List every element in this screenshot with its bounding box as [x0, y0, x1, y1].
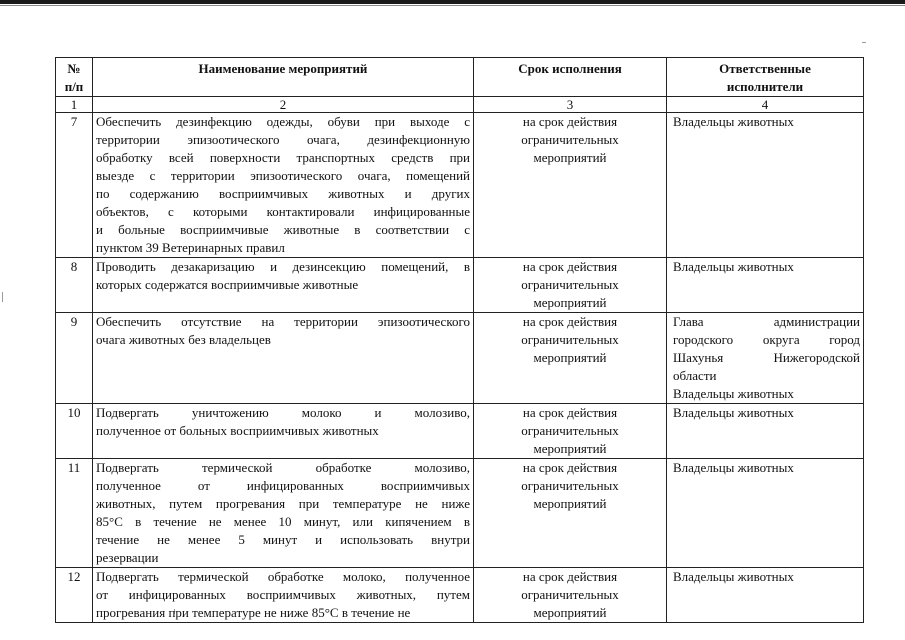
measure-description-line: по содержанию восприимчивых животных и других [96, 186, 470, 201]
row-number: 12 [56, 568, 93, 623]
execution-term [474, 404, 667, 459]
table-row [56, 313, 864, 404]
responsible-executors-line: Глава администрации [673, 314, 860, 329]
responsible-executors-line: Владельцы животных [673, 405, 794, 420]
measure-description-line: очага животных без владельцев [96, 332, 271, 347]
measure-description-line: прогревания при температуре не ниже 85°С в течение не [96, 605, 411, 620]
execution-term-line: ограничительных [521, 332, 619, 347]
responsible-executors [667, 258, 864, 313]
measure-description-line: полученное от больных восприимчивых животных [96, 423, 379, 438]
measure-description-line: обработку всей поверхности транспортных средств при [96, 150, 470, 165]
measure-description-line: и больные восприимчивые животные в соответствии с [96, 222, 470, 237]
execution-term-line: на срок действия [522, 405, 618, 420]
responsible-executors-line: Владельцы животных [673, 259, 794, 274]
execution-term-line: мероприятий [533, 295, 607, 310]
measure-description-line: Подвергать термической обработке молоко, полученное [96, 569, 470, 584]
measure-description-line: Подвергать уничтожению молоко и молозиво, [96, 405, 470, 420]
table-row [56, 404, 864, 459]
responsible-executors-line: Шахунья Нижегородской [673, 350, 860, 365]
responsible-executors-line: Владельцы животных [673, 386, 794, 401]
execution-term-line: ограничительных [521, 277, 619, 292]
measure-description-line: которых содержатся восприимчивые животные [96, 277, 359, 292]
measure-description-line: резервации [96, 550, 159, 565]
responsible-executors-line: области [673, 368, 717, 383]
measure-description [93, 568, 474, 623]
header-responsible-line-1: Ответственные [719, 61, 811, 76]
header-responsible-line-2: исполнители [726, 79, 804, 94]
execution-term-line: мероприятий [533, 350, 607, 365]
header-number [56, 58, 93, 97]
row-number: 7 [56, 113, 93, 258]
column-index-cell: 3 [474, 97, 667, 113]
row-number: 11 [56, 459, 93, 568]
measure-description-line: Подвергать термической обработке молозиво, [96, 460, 470, 475]
responsible-executors-line: Владельцы животных [673, 569, 794, 584]
execution-term-line: на срок действия [522, 460, 618, 475]
column-index-row [56, 97, 864, 113]
measure-description-line: Проводить дезакаризацию и дезинсекцию помещений, в [96, 259, 470, 274]
scan-top-border [0, 0, 905, 4]
table-row [56, 113, 864, 258]
execution-term-line: мероприятий [533, 496, 607, 511]
table-row [56, 258, 864, 313]
execution-term-line: ограничительных [521, 132, 619, 147]
header-measure-name: Наименование мероприятий [93, 58, 474, 97]
measures-table [55, 57, 864, 623]
execution-term-line: на срок действия [522, 569, 618, 584]
scan-speck [2, 292, 3, 302]
measure-description-line: 85°С в течение не менее 10 минут, или кипячением в [96, 514, 470, 529]
header-responsible [667, 58, 864, 97]
header-number-line-1: № [67, 61, 81, 76]
header-term: Срок исполнения [474, 58, 667, 97]
execution-term-line: ограничительных [521, 423, 619, 438]
measure-description [93, 113, 474, 258]
responsible-executors [667, 459, 864, 568]
measure-description-line: от инфицированных восприимчивых животных, путем [96, 587, 470, 602]
execution-term [474, 113, 667, 258]
responsible-executors [667, 404, 864, 459]
measure-description [93, 404, 474, 459]
scan-speck [862, 42, 866, 43]
execution-term-line: ограничительных [521, 587, 619, 602]
measure-description [93, 459, 474, 568]
execution-term [474, 258, 667, 313]
measure-description-line: Обеспечить дезинфекцию одежды, обуви при выходе с [96, 114, 470, 129]
scan-top-border-shadow [0, 5, 905, 6]
execution-term-line: мероприятий [533, 150, 607, 165]
measure-description-line: полученное от инфицированных восприимчивых [96, 478, 470, 493]
row-number: 8 [56, 258, 93, 313]
execution-term-line: ограничительных [521, 478, 619, 493]
column-index-cell: 4 [667, 97, 864, 113]
execution-term [474, 459, 667, 568]
table-row [56, 568, 864, 623]
measures-table-container [55, 57, 863, 623]
row-number: 9 [56, 313, 93, 404]
responsible-executors [667, 568, 864, 623]
column-index-cell: 2 [93, 97, 474, 113]
responsible-executors [667, 313, 864, 404]
row-number: 10 [56, 404, 93, 459]
measure-description-line: Обеспечить отсутствие на территории эпизоотического [96, 314, 470, 329]
column-index-cell: 1 [56, 97, 93, 113]
measure-description-line: выезде с территории эпизоотического очага, помещений [96, 168, 470, 183]
responsible-executors-line: городского округа город [673, 332, 860, 347]
measure-description-line: животных, путем прогревания при температуре не ниже [96, 496, 470, 511]
responsible-executors-line: Владельцы животных [673, 460, 794, 475]
execution-term-line: мероприятий [533, 605, 607, 620]
execution-term-line: мероприятий [533, 441, 607, 456]
measure-description-line: территории эпизоотического очага, дезинфекционную [96, 132, 470, 147]
table-row [56, 459, 864, 568]
measure-description [93, 313, 474, 404]
measure-description-line: пунктом 39 Ветеринарных правил [96, 240, 285, 255]
execution-term [474, 313, 667, 404]
measure-description [93, 258, 474, 313]
measure-description-line: течение не менее 5 минут и использовать внутри [96, 532, 470, 547]
execution-term-line: на срок действия [522, 114, 618, 129]
responsible-executors-line: Владельцы животных [673, 114, 794, 129]
table-header-row [56, 58, 864, 97]
responsible-executors [667, 113, 864, 258]
execution-term-line: на срок действия [522, 314, 618, 329]
execution-term-line: на срок действия [522, 259, 618, 274]
measure-description-line: объектов, с которыми контактировали инфицированные [96, 204, 470, 219]
execution-term [474, 568, 667, 623]
header-number-line-2: п/п [64, 79, 84, 94]
